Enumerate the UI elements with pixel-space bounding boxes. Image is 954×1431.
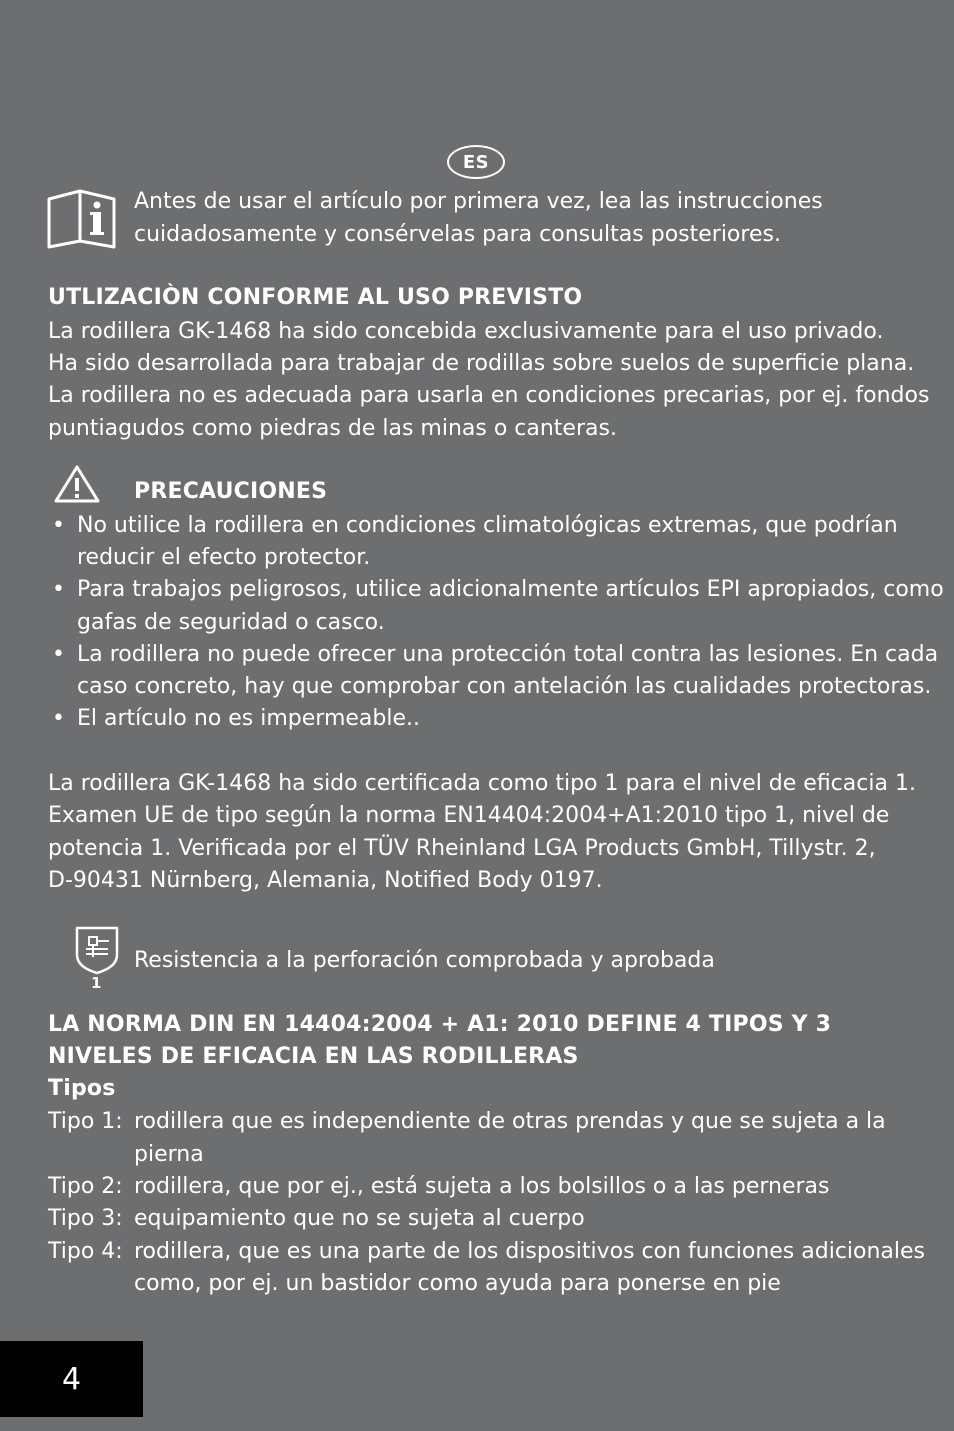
norma-heading-line-1: LA NORMA DIN EN 14404:2004 + A1: 2010 DEFINE 4 TIPOS Y 3 — [48, 1012, 832, 1037]
tipo-3-label: Tipo 3: — [48, 1206, 123, 1231]
bullet-4: • — [52, 706, 65, 731]
puncture-text: Resistencia a la perforación comprobada y aprobada — [134, 948, 715, 973]
tipo-2-line-1: rodillera, que por ej., está sujeta a los bolsillos o a las perneras — [134, 1174, 830, 1199]
tipo-4-line-1: rodillera, que es una parte de los dispositivos con funciones adicionales — [134, 1239, 926, 1264]
precaucion-3-line-2: caso concreto, hay que comprobar con antelación las cualidades protectoras. — [77, 674, 932, 699]
intro-line-2: cuidadosamente y consérvelas para consultas posteriores. — [134, 222, 781, 247]
uso-line-3: La rodillera no es adecuada para usarla en condiciones precarias, por ej. fondos — [48, 383, 930, 408]
precaucion-2-line-1: Para trabajos peligrosos, utilice adicionalmente artículos EPI apropiados, como — [77, 577, 944, 602]
bullet-1: • — [52, 513, 65, 538]
norma-heading-line-2: NIVELES DE EFICACIA EN LAS RODILLERAS — [48, 1044, 579, 1069]
precaucion-1-line-2: reducir el efecto protector. — [77, 545, 371, 570]
precaucion-1-line-1: No utilice la rodillera en condiciones climatológicas extremas, que podrían — [77, 513, 898, 538]
tipo-1-label: Tipo 1: — [48, 1109, 123, 1134]
cert-line-2: Examen UE de tipo según la norma EN14404:2004+A1:2010 tipo 1, nivel de — [48, 803, 890, 828]
cert-line-1: La rodillera GK-1468 ha sido certificada como tipo 1 para el nivel de eficacia 1. — [48, 771, 916, 796]
puncture-shield-icon — [74, 925, 120, 975]
precaucion-4-line-1: El artículo no es impermeable.. — [77, 706, 421, 731]
precaucion-2-line-2: gafas de seguridad o casco. — [77, 610, 385, 635]
bullet-2: • — [52, 577, 65, 602]
uso-line-2: Ha sido desarrollada para trabajar de rodillas sobre suelos de superficie plana. — [48, 351, 915, 376]
page-number: 4 — [0, 1341, 143, 1417]
uso-line-1: La rodillera GK-1468 ha sido concebida exclusivamente para el uso privado. — [48, 319, 884, 344]
precauciones-heading: PRECAUCIONES — [134, 479, 328, 504]
puncture-level: 1 — [91, 974, 102, 992]
bullet-3: • — [52, 642, 65, 667]
uso-heading: UTLIZACIÒN CONFORME AL USO PREVISTO — [48, 285, 583, 310]
tipo-1-line-1: rodillera que es independiente de otras prendas y que se sujeta a la — [134, 1109, 886, 1134]
cert-line-4: D-90431 Nürnberg, Alemania, Notified Body 0197. — [48, 868, 603, 893]
intro-line-1: Antes de usar el artículo por primera vez, lea las instrucciones — [134, 189, 823, 214]
precaucion-3-line-1: La rodillera no puede ofrecer una protección total contra las lesiones. En cada — [77, 642, 939, 667]
tipo-4-label: Tipo 4: — [48, 1239, 123, 1264]
warning-triangle-icon — [53, 464, 101, 504]
tipos-subheading: Tipos — [48, 1076, 116, 1101]
tipo-2-label: Tipo 2: — [48, 1174, 123, 1199]
tipo-4-line-2: como, por ej. un bastidor como ayuda para ponerse en pie — [134, 1271, 781, 1296]
info-manual-icon — [46, 189, 118, 249]
tipo-3-line-1: equipamiento que no se sujeta al cuerpo — [134, 1206, 585, 1231]
tipo-1-line-2: pierna — [134, 1142, 204, 1167]
uso-line-4: puntiagudos como piedras de las minas o canteras. — [48, 416, 617, 441]
cert-line-3: potencia 1. Verificada por el TÜV Rheinland LGA Products GmbH, Tillystr. 2, — [48, 836, 876, 861]
language-badge: ES — [447, 145, 505, 179]
